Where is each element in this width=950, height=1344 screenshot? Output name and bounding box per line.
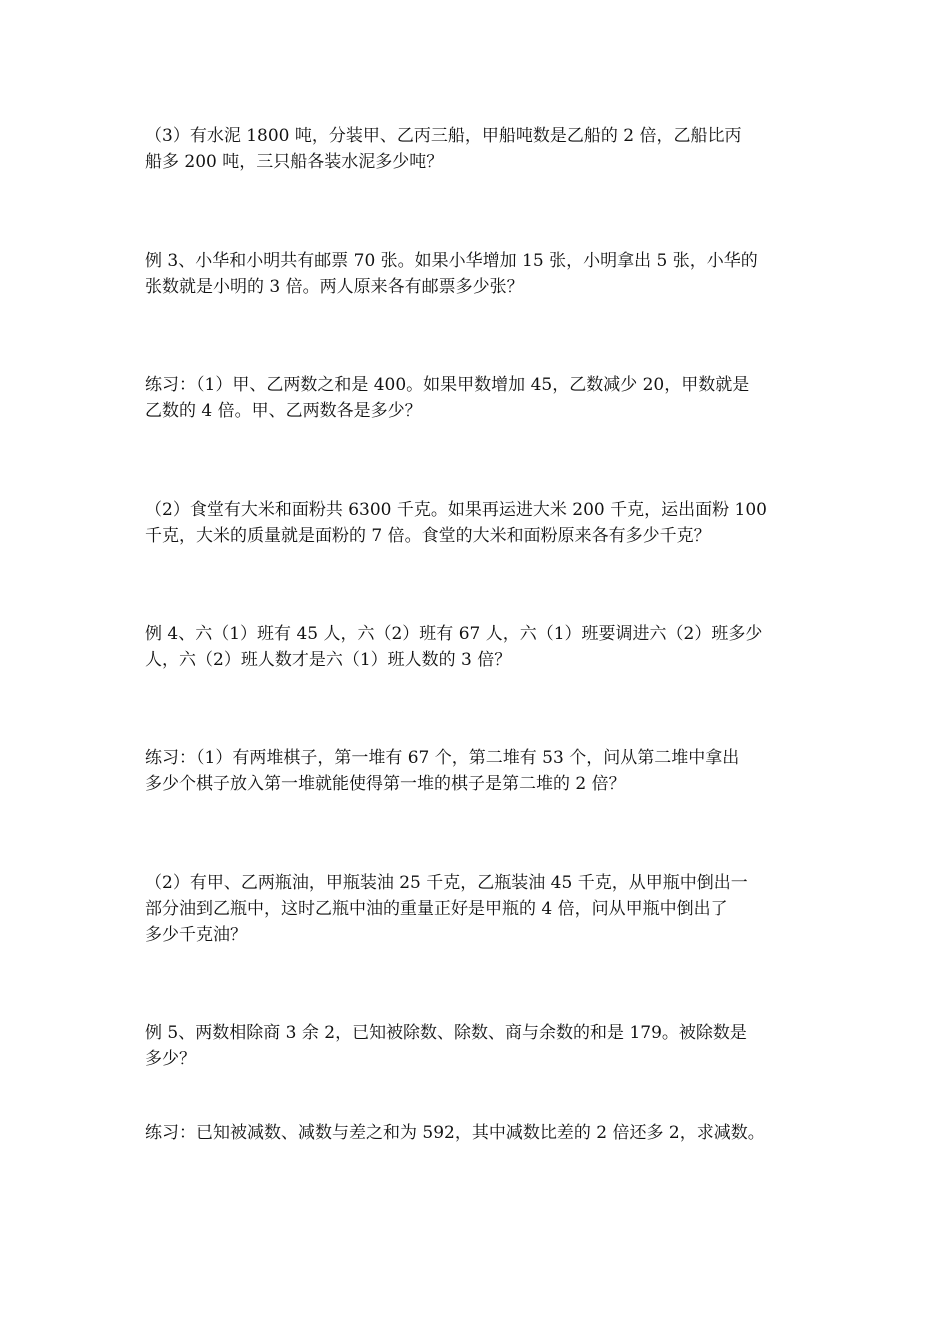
text-line: （2）食堂有大米和面粉共 6300 千克。如果再运进大米 200 千克，运出面粉 100 bbox=[145, 500, 767, 520]
exercise-problem-4-2 bbox=[145, 870, 811, 948]
text-line: 船多 200 吨，三只船各装水泥多少吨？ bbox=[145, 152, 444, 172]
text-line: 多少千克油？ bbox=[145, 925, 247, 945]
text-line: 例 4、六（1）班有 45 人，六（2）班有 67 人，六（1）班要调进六（2）班多少 bbox=[145, 624, 763, 644]
text-line: （3）有水泥 1800 吨，分装甲、乙丙三船，甲船吨数是乙船的 2 倍，乙船比丙 bbox=[145, 126, 742, 146]
text-line: 乙数的 4 倍。甲、乙两数各是多少？ bbox=[145, 401, 422, 421]
practice-problem-3 bbox=[145, 123, 811, 175]
text-line: 部分油到乙瓶中，这时乙瓶中油的重量正好是甲瓶的 4 倍，问从甲瓶中倒出了 bbox=[145, 899, 728, 919]
exercise-problem-5 bbox=[145, 1120, 811, 1146]
text-line: 人，六（2）班人数才是六（1）班人数的 3 倍？ bbox=[145, 650, 512, 670]
text-line: 练习：（1）甲、乙两数之和是 400。如果甲数增加 45，乙数减少 20，甲数就是 bbox=[145, 375, 750, 395]
exercise-problem-3-2 bbox=[145, 497, 811, 549]
text-line: 例 5、两数相除商 3 余 2，已知被除数、除数、商与余数的和是 179。被除数是 bbox=[145, 1023, 747, 1043]
example-problem-4 bbox=[145, 621, 811, 673]
exercise-problem-4-1 bbox=[145, 745, 811, 797]
text-line: 多少个棋子放入第一堆就能使得第一堆的棋子是第二堆的 2 倍？ bbox=[145, 774, 626, 794]
example-problem-5 bbox=[145, 1020, 811, 1072]
text-line: 练习：（1）有两堆棋子，第一堆有 67 个，第二堆有 53 个，问从第二堆中拿出 bbox=[145, 748, 740, 768]
text-line: 张数就是小明的 3 倍。两人原来各有邮票多少张？ bbox=[145, 277, 524, 297]
text-line: 例 3、小华和小明共有邮票 70 张。如果小华增加 15 张，小明拿出 5 张，小华的 bbox=[145, 251, 758, 271]
text-line: 多少？ bbox=[145, 1049, 196, 1069]
exercise-problem-3-1 bbox=[145, 372, 811, 424]
text-line: 千克，大米的质量就是面粉的 7 倍。食堂的大米和面粉原来各有多少千克？ bbox=[145, 526, 711, 546]
text-line: （2）有甲、乙两瓶油，甲瓶装油 25 千克，乙瓶装油 45 千克，从甲瓶中倒出一 bbox=[145, 873, 748, 893]
text-line: 练习：已知被减数、减数与差之和为 592，其中减数比差的 2 倍还多 2，求减数。 bbox=[145, 1123, 765, 1143]
example-problem-3 bbox=[145, 248, 811, 300]
